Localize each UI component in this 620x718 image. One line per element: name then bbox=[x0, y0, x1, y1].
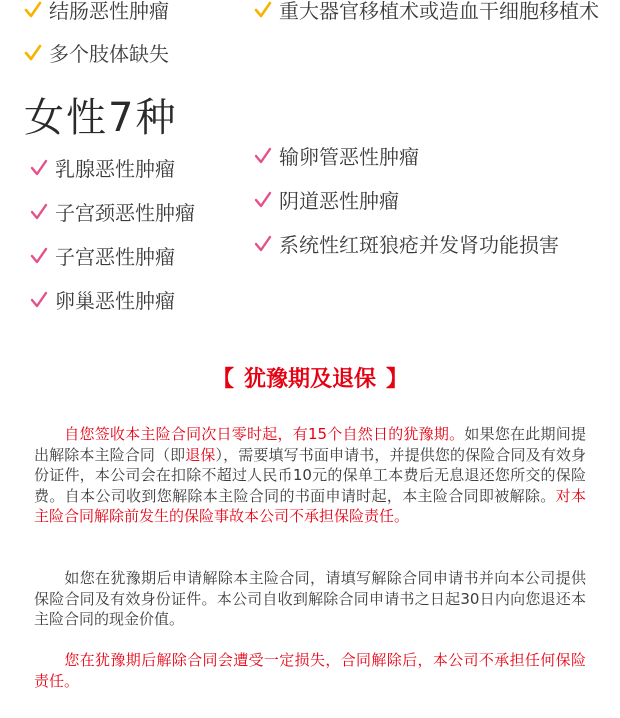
female-category-title: 女性7种 bbox=[24, 95, 178, 141]
title-bracket-right: 】 bbox=[386, 367, 409, 392]
check-pink-icon bbox=[30, 203, 48, 221]
list-item-ovarian-cancer bbox=[30, 285, 175, 314]
item-label: 阴道恶性肿瘤 bbox=[279, 189, 399, 213]
item-label: 系统性红斑狼疮并发肾功能损害 bbox=[279, 233, 559, 257]
item-label: 结肠恶性肿瘤 bbox=[49, 0, 169, 23]
cooling-off-paragraph-2 bbox=[34, 568, 586, 630]
para2-text: 如您在犹豫期后申请解除本主险合同，请填写解除合同申请书并向本公司提供保险合同及有效身份证件。本公司自收到解除合同申请书之日起30日内向您退还本主险合同的现金价值。 bbox=[34, 569, 586, 628]
cooling-off-paragraph-3 bbox=[34, 650, 586, 691]
check-gold-icon bbox=[254, 1, 272, 19]
check-pink-icon bbox=[30, 247, 48, 265]
item-label: 多个肢体缺失 bbox=[49, 42, 169, 66]
check-pink-icon bbox=[30, 159, 48, 177]
para1-body-before: 如果您在此期间提出解除本主险合同（即 bbox=[34, 425, 586, 464]
list-item-colon-cancer bbox=[24, 0, 169, 24]
list-item-lupus-nephritis bbox=[254, 229, 559, 258]
list-item-uterine-cancer bbox=[30, 241, 175, 270]
check-pink-icon bbox=[254, 147, 272, 165]
item-label: 乳腺恶性肿瘤 bbox=[55, 157, 175, 181]
check-pink-icon bbox=[254, 235, 272, 253]
title-text: 犹豫期及退保 bbox=[243, 367, 376, 392]
para3-text: 您在犹豫期后解除合同会遭受一定损失，合同解除后，本公司不承担任何保险责任。 bbox=[34, 651, 586, 690]
list-item-cervical-cancer bbox=[30, 197, 195, 226]
list-item-fallopian-cancer bbox=[254, 141, 419, 170]
cooling-off-section-title bbox=[0, 362, 620, 393]
list-item-organ-transplant bbox=[254, 0, 599, 24]
item-label: 输卵管恶性肿瘤 bbox=[279, 145, 419, 169]
item-label: 子宫恶性肿瘤 bbox=[55, 245, 175, 269]
para1-body-after: ），需要填写书面申请书，并提供您的保险合同及有效身份证件，本公司会在扣除不超过人民币10元的保单工本费后无息退还您所交的保险费。自本公司收到您解除本主险合同的书面申请时起，本主险合同即被解除。 bbox=[34, 445, 586, 505]
list-item-vaginal-cancer bbox=[254, 185, 399, 214]
check-pink-icon bbox=[254, 191, 272, 209]
liability-disclaimer: 对本主险合同解除前发生的保险事故本公司不承担保险责任。 bbox=[34, 486, 586, 525]
check-gold-icon bbox=[24, 44, 42, 62]
cooling-off-paragraph-1 bbox=[34, 424, 586, 527]
cooling-off-period-statement: 自您签收本主险合同次日零时起，有15个自然日的犹豫期。 bbox=[64, 425, 465, 443]
list-item-limb-loss bbox=[24, 38, 169, 67]
surrender-term: 退保 bbox=[185, 445, 216, 464]
list-item-breast-cancer bbox=[30, 153, 175, 182]
check-pink-icon bbox=[30, 291, 48, 309]
item-label: 重大器官移植术或造血干细胞移植术 bbox=[279, 0, 599, 23]
title-bracket-left: 【 bbox=[211, 367, 234, 392]
item-label: 子宫颈恶性肿瘤 bbox=[55, 201, 195, 225]
item-label: 卵巢恶性肿瘤 bbox=[55, 289, 175, 313]
check-gold-icon bbox=[24, 1, 42, 19]
